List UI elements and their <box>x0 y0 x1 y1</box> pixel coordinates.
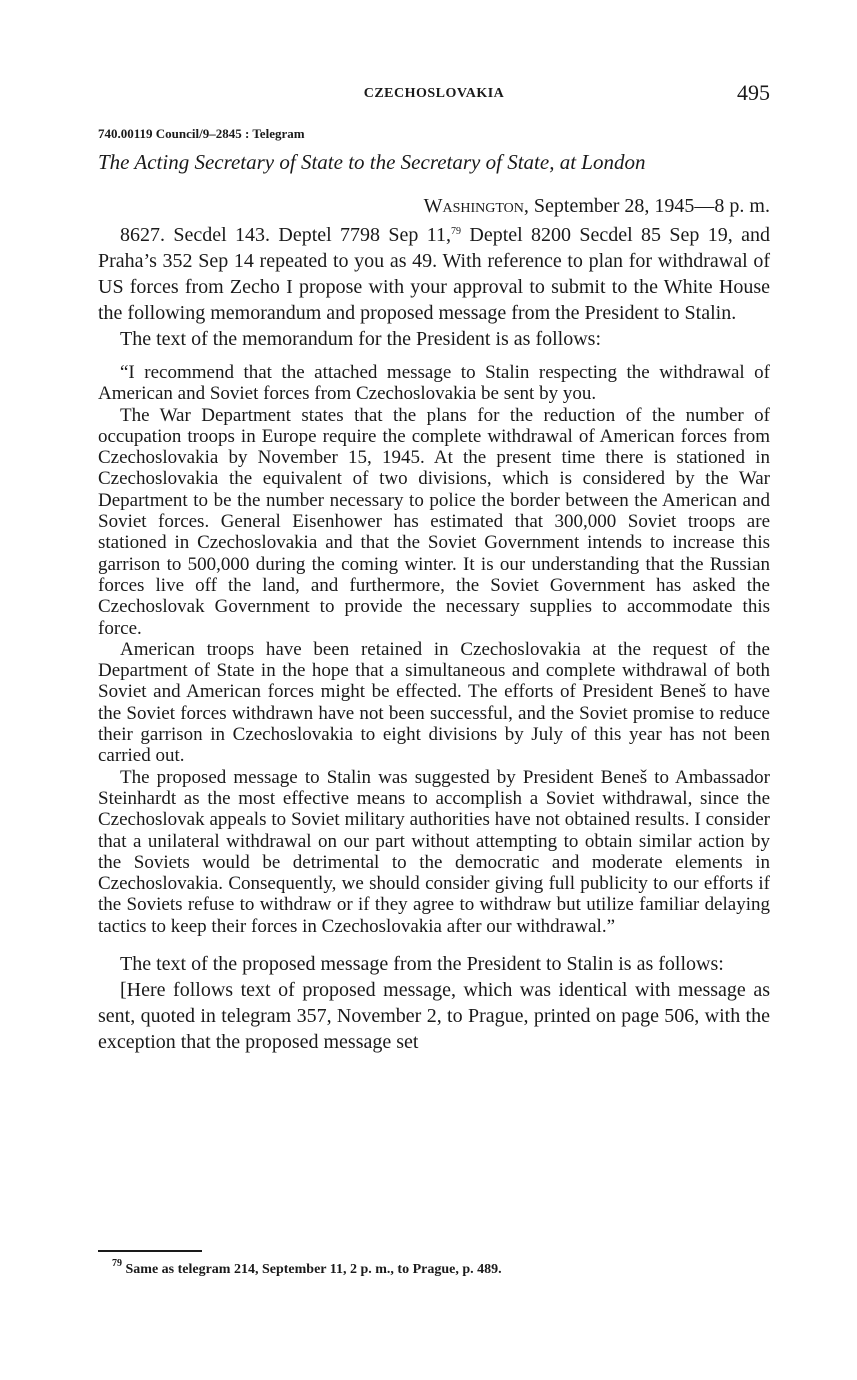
dateline <box>424 195 770 218</box>
paragraph-4: [Here follows text of proposed message, which was identical with message as sent, quoted in telegram 357, November 2, to Prague, printed on page 506, with the exception that the proposed message set <box>98 979 770 1054</box>
paragraph-1-text: 8627. Secdel 143. Deptel 7798 Sep 11, <box>120 224 452 246</box>
running-header <box>98 82 770 110</box>
memo-paragraph: The War Department states that the plans for the reduction of the number of occupation troops in Europe require the complete withdrawal of American forces from Czechoslovakia by November 15, 1945. At the present time there is stationed in Czechoslovakia the equivalent of two divisions, which is considered by the War Department to be the number necessary to police the border between the American and Soviet forces. General Eisenhower has estimated that 300,000 Soviet troops are stationed in Czechoslovakia and that the Soviet Government intends to increase this garrison to 500,000 during the coming winter. It is our understanding that the Russian forces live off the land, and furthermore, the Soviet Government has asked the Czechoslovak Government to provide the necessary supplies to accommodate this force. <box>98 404 770 639</box>
memo-paragraph: American troops have been retained in Czechoslovakia at the request of the Department of State in the hope that a simultaneous and complete withdrawal of both Soviet and American forces might be effected. The efforts of President Beneš to have the Soviet forces withdrawn have not been successful, and the Soviet promise to reduce their garrison in Czechoslovakia to eight divisions by July of this year has not been carried out. <box>98 638 770 767</box>
document-title: The Acting Secretary of State to the Secretary of State, at London <box>98 150 646 174</box>
footnote-reference: 79 <box>451 226 462 237</box>
dateline-date: September 28, 1945—8 p. m. <box>528 195 770 217</box>
paragraph-1 <box>98 222 770 326</box>
paragraph-2: The text of the memorandum for the President is as follows: <box>120 328 602 350</box>
memorandum-quote <box>98 362 770 937</box>
file-reference: 740.00119 Council/9–2845 : Telegram <box>98 126 305 141</box>
dateline-place: Washington, <box>423 195 529 217</box>
memo-paragraph: “I recommend that the attached message to Stalin respecting the withdrawal of American and Soviet forces from Czechoslovakia be sent by you. <box>98 362 770 405</box>
footnote <box>112 1258 502 1278</box>
footnote-text: Same as telegram 214, September 11, 2 p. m., to Prague, p. 489. <box>122 1262 502 1277</box>
running-title: CZECHOSLOVAKIA <box>363 86 505 101</box>
telegram-body <box>98 222 770 1055</box>
footnote-divider <box>98 1250 202 1252</box>
footnote-marker: 79 <box>112 1258 122 1269</box>
paragraph-1-text-cont: Deptel 8200 Secdel 85 Sep 19, and Praha’s 352 Sep 14 repeated to you as 49. With reference to plan for withdrawal of US forces from Zecho I propose with your approval to submit to the White House the following memorandum and proposed message from the President to Stalin. <box>98 224 770 324</box>
page-number: 495 <box>737 80 770 105</box>
memo-paragraph: The proposed message to Stalin was suggested by President Beneš to Ambassador Steinhardt as the most effective means to accomplish a Soviet withdrawal, since the Czechoslovak appeals to Soviet military authorities have not obtained results. I consider that a unilateral withdrawal on our part without attempting to obtain similar action by the Soviets would be detrimental to the democratic and moderate elements in Czechoslovakia. Consequently, we should consider giving full publicity to our efforts if the Soviets refuse to withdraw or if they agree to withdraw but utilize familiar delaying tactics to keep their forces in Czechoslovakia after our withdrawal.” <box>98 766 770 937</box>
paragraph-3: The text of the proposed message from the President to Stalin is as follows: <box>120 953 724 976</box>
